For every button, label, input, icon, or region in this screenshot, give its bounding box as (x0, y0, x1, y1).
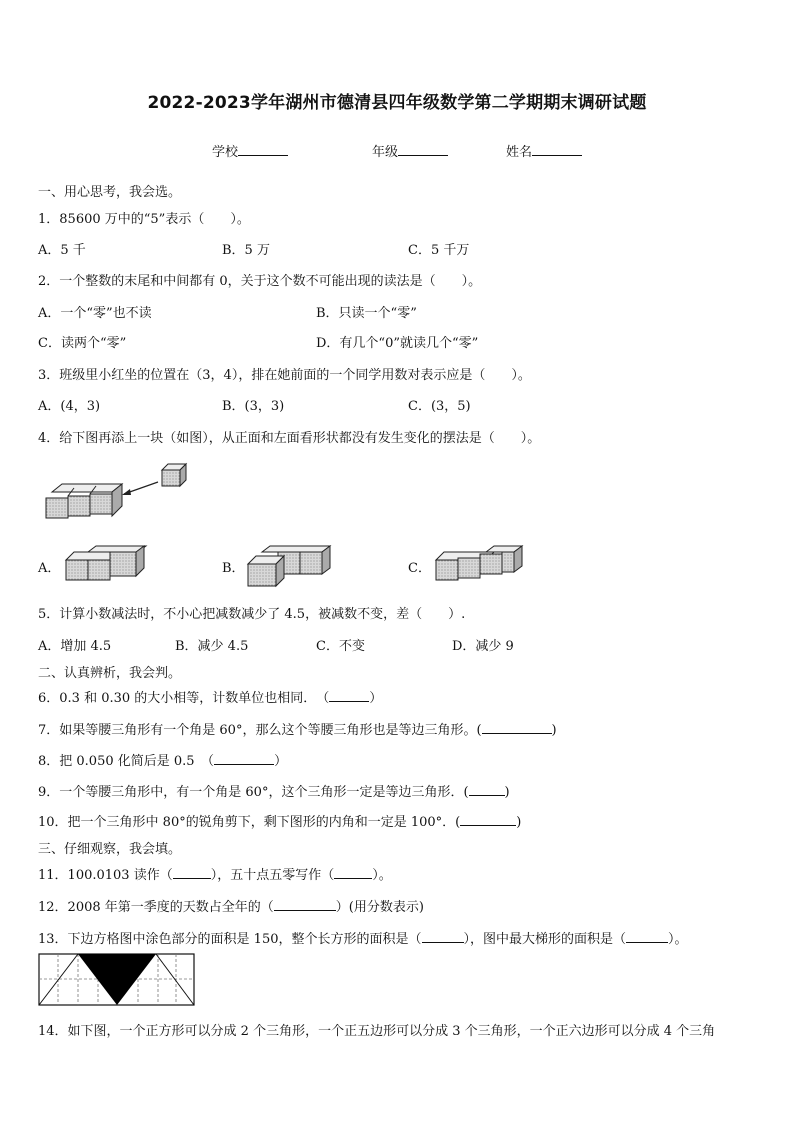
q10-text: 10．把一个三角形中 80°的锐角剪下，剩下图形的内角和一定是 100°．( (38, 815, 461, 830)
q13-part1: 13．下边方格图中涂色部分的面积是 150，整个长方形的面积是（ (38, 932, 422, 947)
section-3-heading: 三、仔细观察，我会填。 (38, 842, 182, 857)
q9-end: ) (504, 785, 510, 800)
q11-part2: ），五十点五零写作（ (210, 868, 335, 883)
question-5: 5．计算小数减法时，不小心把减数减少了 4.5，被减数不变，差（ ）. (38, 607, 466, 622)
q2-option-a[interactable]: A．一个“零”也不读 (38, 306, 152, 321)
name-blank[interactable] (532, 143, 582, 156)
q11-part1: 11．100.0103 读作（ (38, 868, 173, 883)
question-10 (38, 811, 521, 830)
q1-option-c[interactable]: C．5 千万 (408, 243, 470, 258)
q9-answer-blank[interactable] (469, 783, 505, 796)
name-label: 姓名 (506, 145, 533, 160)
q8-end: ） (274, 754, 288, 769)
name-field[interactable] (506, 141, 582, 160)
question-14: 14．如下图，一个正方形可以分成 2 个三角形，一个正五边形可以分成 3 个三角形，一个正六边形可以分成 4 个三角 (38, 1024, 716, 1039)
q11-blank-2[interactable] (334, 866, 372, 879)
q13-blank-1[interactable] (422, 930, 464, 943)
q4-option-c-figure (432, 542, 528, 584)
q12-blank[interactable] (274, 898, 336, 911)
q2-option-c[interactable]: C．读两个“零” (38, 336, 127, 351)
q6-text: 6．0.3 和 0.30 的大小相等，计数单位也相同． （ (38, 691, 330, 706)
school-blank[interactable] (238, 143, 288, 156)
q5-option-d[interactable]: D．减少 9 (452, 639, 514, 654)
section-1-heading: 一、用心思考，我会选。 (38, 185, 182, 200)
q10-end: ) (516, 815, 522, 830)
q11-blank-1[interactable] (173, 866, 211, 879)
q7-answer-blank[interactable] (482, 721, 552, 734)
question-13 (38, 928, 688, 947)
q8-text: 8．把 0.050 化简后是 0.5 （ (38, 754, 215, 769)
question-1: 1．85600 万中的“5”表示（ ）。 (38, 212, 250, 227)
q4-option-b[interactable]: B． (222, 561, 245, 576)
question-9 (38, 781, 510, 800)
grade-blank[interactable] (398, 143, 448, 156)
question-8 (38, 750, 287, 769)
grade-field[interactable] (372, 141, 448, 160)
q5-option-c[interactable]: C．不变 (316, 639, 365, 654)
q5-option-b[interactable]: B．减少 4.5 (175, 639, 249, 654)
school-field[interactable] (212, 141, 288, 160)
q2-option-b[interactable]: B．只读一个“零” (316, 306, 417, 321)
q13-grid-figure (38, 953, 196, 1007)
q10-answer-blank[interactable] (460, 813, 516, 826)
q7-end: ) (551, 723, 557, 738)
question-2: 2．一个整数的末尾和中间都有 0，关于这个数不可能出现的读法是（ ）。 (38, 274, 482, 289)
question-4: 4．给下图再添上一块（如图），从正面和左面看形状都没有发生变化的摆法是（ ）。 (38, 431, 541, 446)
question-12 (38, 896, 424, 915)
q13-blank-2[interactable] (626, 930, 668, 943)
q3-option-c[interactable]: C．(3，5) (408, 399, 471, 414)
question-3: 3．班级里小红坐的位置在（3，4），排在她前面的一个同学用数对表示应是（ ）。 (38, 368, 531, 383)
question-11 (38, 864, 392, 883)
q1-option-a[interactable]: A．5 千 (38, 243, 86, 258)
q12-part1: 12．2008 年第一季度的天数占全年的（ (38, 900, 274, 915)
q4-option-c[interactable]: C． (408, 561, 431, 576)
q7-text: 7．如果等腰三角形有一个角是 60°，那么这个等腰三角形也是等边三角形。( (38, 723, 482, 738)
q12-part2: ）(用分数表示) (335, 900, 424, 915)
question-7 (38, 719, 557, 738)
q4-option-a-figure (62, 542, 152, 584)
q3-option-a[interactable]: A．(4，3) (38, 399, 101, 414)
q3-option-b[interactable]: B．(3，3) (222, 399, 285, 414)
q9-text: 9．一个等腰三角形中，有一个角是 60°，这个三角形一定是等边三角形．( (38, 785, 469, 800)
q6-answer-blank[interactable] (329, 689, 369, 702)
page-title: 2022-2023学年湖州市德清县四年级数学第二学期期末调研试题 (147, 93, 647, 113)
q5-option-a[interactable]: A．增加 4.5 (38, 639, 112, 654)
q13-part2: ），图中最大梯形的面积是（ (463, 932, 627, 947)
q13-part3: ）。 (668, 932, 688, 947)
school-label: 学校 (212, 145, 239, 160)
q2-option-d[interactable]: D．有几个“0”就读几个“零” (316, 336, 479, 351)
q4-option-b-figure (244, 542, 340, 588)
q1-option-b[interactable]: B．5 万 (222, 243, 270, 258)
q4-base-figure (40, 460, 200, 524)
grade-label: 年级 (372, 145, 399, 160)
q4-option-a[interactable]: A． (38, 561, 61, 576)
q8-answer-blank[interactable] (214, 752, 274, 765)
section-2-heading: 二、认真辨析，我会判。 (38, 666, 182, 681)
question-6 (38, 687, 382, 706)
q6-end: ） (369, 691, 383, 706)
q11-part3: ）。 (372, 868, 392, 883)
